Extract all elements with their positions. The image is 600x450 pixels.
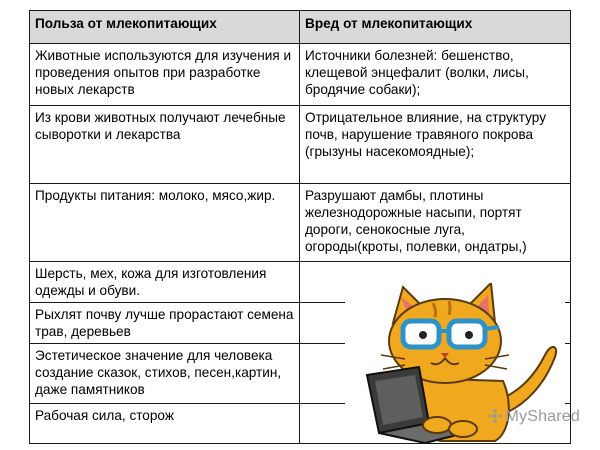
cat-left-paw — [423, 417, 451, 433]
harm-cell: Отрицательное влияние, на структуру почв, нарушение травяного покрова (грызуны насекомоядные); — [300, 106, 571, 184]
benefit-cell: Продукты питания: молоко, мясо,жир. — [30, 184, 300, 262]
cat-stripe — [449, 301, 450, 315]
cat-right-paw — [449, 421, 477, 437]
benefit-cell: Рабочая сила, сторож — [30, 404, 300, 444]
glasses-arm — [485, 327, 499, 329]
cat-left-eye — [419, 331, 427, 339]
table-header-row — [30, 11, 571, 44]
table-row — [30, 184, 571, 262]
benefit-cell: Эстетическое значение для человека создание сказок, стихов, песен,картин, даже памятников — [30, 344, 300, 404]
harm-cell: Разрушают дамбы, плотины железнодорожные насыпи, портят дороги, сенокосные луга, огороды(кроты, полевки, ондатры,) — [300, 184, 571, 262]
harm-cell: Источники болезней: бешенство, клещевой энцефалит (волки, лисы, бродячие собаки); — [300, 44, 571, 106]
header-benefit: Польза от млекопитающих — [30, 11, 300, 44]
benefit-cell: Животные используются для изучения и проведения опытов при разработке новых лекарств — [30, 44, 300, 106]
watermark-text: MyShared — [505, 408, 580, 425]
laptop-screen-inner — [375, 375, 423, 425]
watermark — [488, 408, 580, 426]
benefit-cell: Рыхлят почву лучше прорастают семена трав, деревьев — [30, 303, 300, 344]
benefit-cell: Из крови животных получают лечебные сыворотки и лекарства — [30, 106, 300, 184]
table-row — [30, 44, 571, 106]
table-row — [30, 106, 571, 184]
cat-right-eye — [465, 331, 473, 339]
header-harm: Вред от млекопитающих — [300, 11, 571, 44]
myshared-logo-icon — [488, 409, 502, 423]
benefit-cell: Шерсть, мех, кожа для изготовления одежды и обуви. — [30, 262, 300, 303]
